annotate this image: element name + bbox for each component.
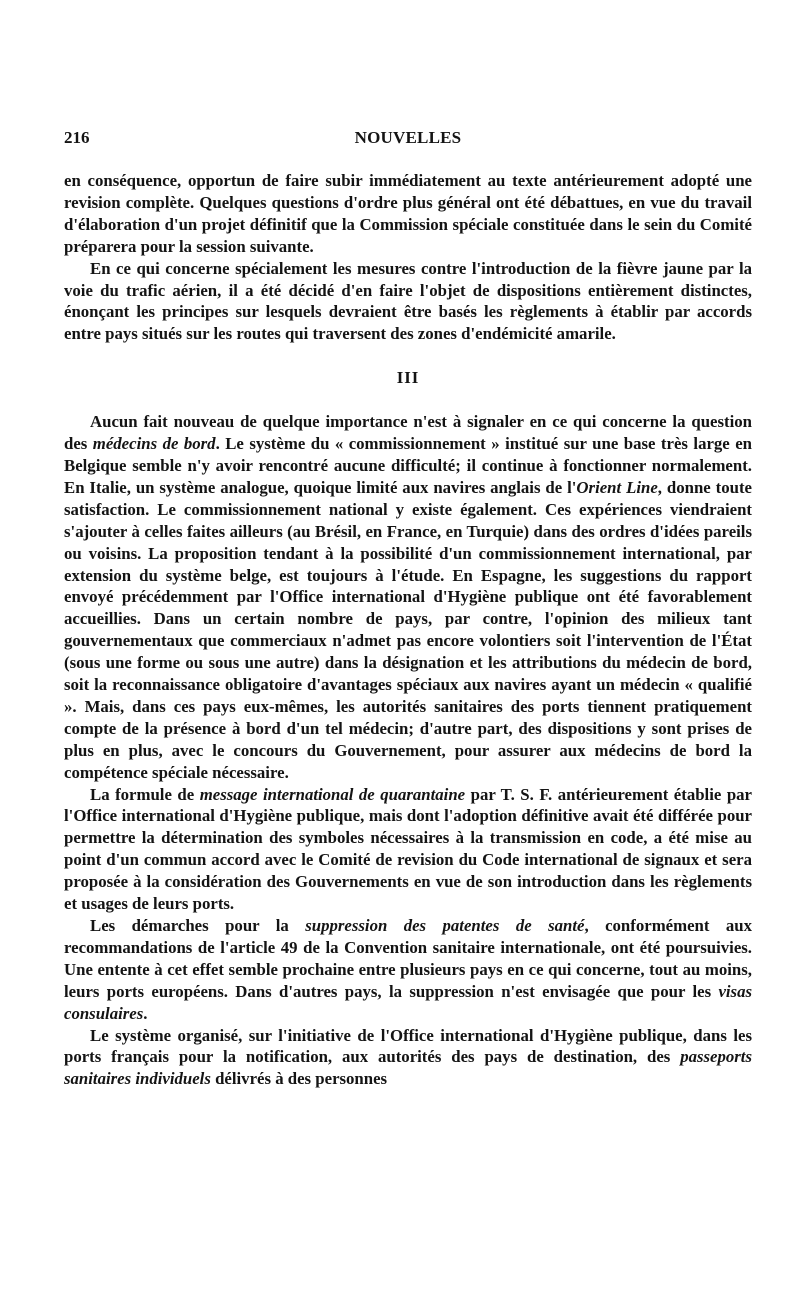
paragraph-5 xyxy=(64,915,752,1025)
paragraph-3-italic-medecins: médecins de bord xyxy=(92,434,216,454)
paragraph-6-text-c: délivrés à des personnes xyxy=(210,1069,388,1089)
paragraph-1: en conséquence, opportun de faire subir immédiatement au texte antérieurement adopté une revision complète. Quelques questions d'ordre plus général ont été débattues, en vue du travail d'élaboration d'un projet définitif que la Commission spéciale constituée dans le sein du Comité préparera pour la session suivante. xyxy=(64,171,752,256)
running-title: NOUVELLES xyxy=(354,128,462,147)
paragraph-6-text-a: Le système organisé, sur l'initiative de l'Office international d'Hygiène publique, dans les ports français pour la notification, aux autorités des pays de destination, des xyxy=(64,1025,752,1067)
paragraph-5-text-e: . xyxy=(143,1003,148,1023)
paragraph-6-italic-passeports: passeports sanitaires individuels xyxy=(64,1047,752,1089)
paragraph-5-text-a: Les démarches pour la xyxy=(90,916,306,935)
paragraph-5-italic-visas: visas consulaires xyxy=(64,981,752,1023)
paragraph-3-text-e: , donne toute satisfaction. Le commissionnement national y existe également. Ces expériences viendraient s'ajouter à celles faites ailleurs (au Brésil, en France, en Turquie) dans des ordres d'idées pareils ou voisins. La proposition tendant à la possibilité d'un commissionnement international, par extension du système belge, est toujours à l'étude. En Espagne, les suggestions du rapport envoyé précédemment par l'Office international d'Hygiène publique ont été favorablement accueillies. Dans un certain nombre de pays, par contre, l'opinion des milieux tant gouvernementaux que commerciaux n'admet pas encore volontiers soit l'intervention de l'État (sous une forme ou sous une autre) dans la désignation et les attributions du médecin de bord, soit la reconnaissance obligatoire d'avantages spéciaux aux navires ayant un médecin « qualifié ». Mais, dans ces pays eux-mêmes, les autorités sanitaires des ports tiennent pratiquement compte de la présence à bord d'un tel médecin; d'autre part, des dispositions y sont prises de plus en plus, avec le concours du Gouvernement, pour assurer aux médecins de bord la compétence spéciale nécessaire. xyxy=(64,477,752,782)
section-heading: III xyxy=(396,368,420,388)
paragraph-3 xyxy=(64,411,752,783)
paragraph-6 xyxy=(64,1025,752,1091)
paragraph-4-italic-message: message international de quarantaine xyxy=(199,784,466,804)
paragraph-4-text-a: La formule de xyxy=(90,784,200,804)
paragraph-3-text-c: . Le système du « commissionnement » institué sur une base très large en Belgique semble n'y avoir rencontré aucune difficulté; il continue à fonctionner normalement. En Italie, un système analogue, quoique limité aux navires anglais de l' xyxy=(64,434,752,497)
paragraph-4 xyxy=(64,784,752,915)
paragraph-4-text-c: par T. S. F. antérieurement établie par l'Office international d'Hygiène publique, mais dont l'adoption définitive avait été différée pour permettre la détermination des symboles nécessaires à la transmission en code, a été mise au point d'un commun accord avec le Comité de revision du Code international de signaux et sera proposée à la considération des Gouvernements en vue de son introduction dans les règlements et usages de leurs ports. xyxy=(64,784,752,914)
paragraph-5-italic-suppression: suppression des patentes de santé xyxy=(305,916,585,935)
paragraph-2: En ce qui concerne spécialement les mesures contre l'introduction de la fièvre jaune par la voie du trafic aérien, il a été décidé d'en faire l'objet de dispositions entièrement distinctes, énonçant les principes sur lesquels devraient être basés les règlements à établir par accords entre pays situés sur les routes qui traversent des zones d'endémicité amarile. xyxy=(64,258,752,344)
page-number: 216 xyxy=(64,128,90,147)
document-body xyxy=(64,170,752,1090)
paragraph-3-italic-orient-line: Orient Line xyxy=(576,477,658,497)
paragraph-3-text-a: Aucun fait nouveau de quelque importance n'est à signaler en ce qui concerne la question des xyxy=(64,412,752,454)
paragraph-5-text-c: , conformément aux recommandations de l'article 49 de la Convention sanitaire internationale, ont été poursuivies. Une entente à cet effet semble prochaine entre plusieurs pays en ce qui concerne, tout au moins, leurs ports européens. Dans d'autres pays, la suppression n'est envisagée que pour les xyxy=(64,916,753,1001)
page-header xyxy=(64,128,752,152)
